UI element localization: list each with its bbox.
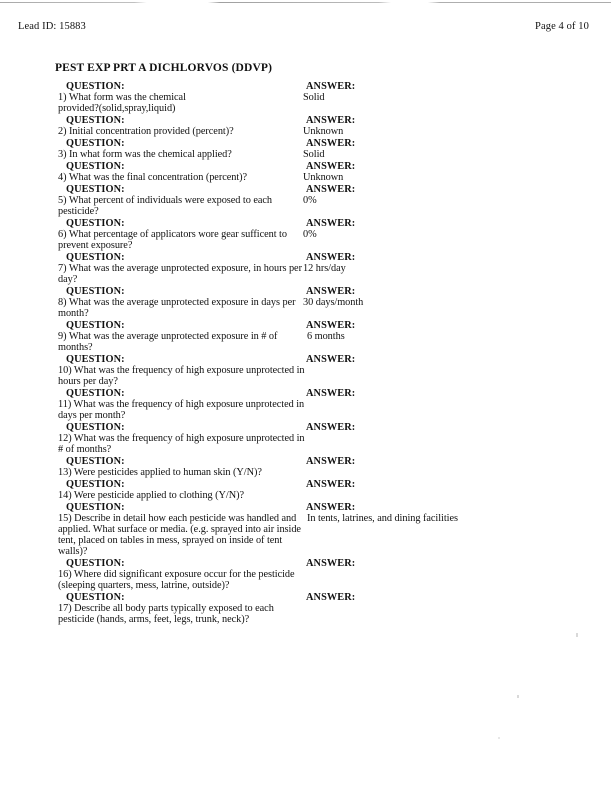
lead-id-label: Lead ID: 15883 — [18, 21, 86, 32]
qa-text-row — [55, 297, 555, 319]
qa-block — [55, 115, 555, 137]
scan-speck — [517, 695, 519, 698]
answer-text-line: Solid — [303, 92, 325, 103]
qa-block — [55, 422, 555, 455]
question-text-line: month? — [58, 308, 89, 319]
question-text-line: hours per day? — [58, 376, 118, 387]
question-text-line: 11) What was the frequency of high exposure unprotected in — [58, 399, 305, 410]
answer-label: ANSWER: — [306, 354, 356, 365]
answer-label: ANSWER: — [306, 502, 356, 513]
question-text — [58, 263, 306, 285]
answer-label: ANSWER: — [306, 138, 356, 149]
qa-text-row — [55, 229, 555, 251]
question-text-line: days per month? — [58, 410, 126, 421]
question-text-line: 14) Were pesticide applied to clothing (Y/N)? — [58, 490, 245, 501]
answer-text-line: 12 hrs/day — [303, 263, 346, 274]
question-text-line: months? — [58, 342, 93, 353]
qa-text-row — [55, 263, 555, 285]
qa-label-row — [55, 388, 555, 399]
question-text-line: 3) In what form was the chemical applied? — [58, 149, 232, 160]
question-text — [58, 331, 306, 353]
scan-speck — [576, 633, 578, 637]
question-label: QUESTION: — [66, 592, 125, 603]
question-label: QUESTION: — [66, 81, 125, 92]
answer-label: ANSWER: — [306, 218, 356, 229]
qa-block — [55, 218, 555, 251]
question-text — [58, 490, 306, 501]
qa-label-row — [55, 479, 555, 490]
answer-text-line: In tents, latrines, and dining facilities — [307, 513, 458, 524]
qa-label-row — [55, 138, 555, 149]
question-label: QUESTION: — [66, 388, 125, 399]
question-label: QUESTION: — [66, 286, 125, 297]
question-text — [58, 126, 306, 137]
answer-text — [307, 513, 557, 524]
answer-text — [303, 297, 553, 308]
qa-block — [55, 320, 555, 353]
question-text-line: 7) What was the average unprotected exposure, in hours per — [58, 263, 302, 274]
question-label: QUESTION: — [66, 502, 125, 513]
qa-text-row — [55, 433, 555, 455]
answer-text-line: Solid — [303, 149, 325, 160]
question-text-line: 1) What form was the chemical — [58, 92, 186, 103]
answer-label: ANSWER: — [306, 388, 356, 399]
qa-block — [55, 138, 555, 160]
question-label: QUESTION: — [66, 138, 125, 149]
question-label: QUESTION: — [66, 252, 125, 263]
qa-label-row — [55, 320, 555, 331]
qa-text-row — [55, 149, 555, 160]
question-text-line: pesticide (hands, arms, feet, legs, trunk, neck)? — [58, 614, 250, 625]
question-text-line: tent, placed on tables in mess, sprayed on inside of tent — [58, 535, 283, 546]
question-text-line: 12) What was the frequency of high exposure unprotected in — [58, 433, 305, 444]
question-text — [58, 229, 306, 251]
qa-text-row — [55, 126, 555, 137]
question-label: QUESTION: — [66, 456, 125, 467]
question-text — [58, 92, 306, 114]
question-text-line: 15) Describe in detail how each pesticide was handled and — [58, 513, 297, 524]
qa-label-row — [55, 218, 555, 229]
question-label: QUESTION: — [66, 354, 125, 365]
question-text-line: 17) Describe all body parts typically exposed to each — [58, 603, 274, 614]
question-text-line: 4) What was the final concentration (percent)? — [58, 172, 248, 183]
qa-block — [55, 502, 555, 557]
qa-block — [55, 252, 555, 285]
qa-label-row — [55, 252, 555, 263]
qa-text-row — [55, 172, 555, 183]
page-header — [0, 21, 611, 35]
qa-block — [55, 184, 555, 217]
answer-text-line: 6 months — [307, 331, 345, 342]
qa-block — [55, 354, 555, 387]
question-text — [58, 297, 306, 319]
qa-label-row — [55, 456, 555, 467]
qa-text-row — [55, 195, 555, 217]
answer-label: ANSWER: — [306, 479, 356, 490]
question-text-line: # of months? — [58, 444, 112, 455]
answer-label: ANSWER: — [306, 558, 356, 569]
qa-block — [55, 592, 555, 625]
question-text-line: applied. What surface or media. (e.g. sprayed into air inside — [58, 524, 301, 535]
answer-label: ANSWER: — [306, 286, 356, 297]
document-body — [55, 62, 555, 626]
answer-text-line: Unknown — [303, 126, 344, 137]
answer-text — [303, 172, 553, 183]
answer-label: ANSWER: — [306, 592, 356, 603]
question-text-line: 10) What was the frequency of high exposure unprotected in — [58, 365, 305, 376]
question-label: QUESTION: — [66, 320, 125, 331]
question-text-line: 2) Initial concentration provided (percent)? — [58, 126, 234, 137]
qa-block — [55, 456, 555, 478]
question-text-line: walls)? — [58, 546, 88, 557]
qa-label-row — [55, 286, 555, 297]
qa-list — [55, 81, 555, 625]
answer-text-line: 0% — [303, 229, 317, 240]
answer-text — [303, 149, 553, 160]
qa-text-row — [55, 399, 555, 421]
qa-text-row — [55, 331, 555, 353]
answer-text — [307, 331, 557, 342]
answer-text — [303, 195, 553, 206]
answer-label: ANSWER: — [306, 81, 356, 92]
answer-text — [303, 229, 553, 240]
question-text-line: 13) Were pesticides applied to human skin (Y/N)? — [58, 467, 262, 478]
answer-text-line: 30 days/month — [303, 297, 364, 308]
qa-block — [55, 388, 555, 421]
question-text — [58, 433, 306, 455]
question-text-line: pesticide? — [58, 206, 99, 217]
qa-block — [55, 558, 555, 591]
answer-text-line: Unknown — [303, 172, 344, 183]
answer-label: ANSWER: — [306, 161, 356, 172]
question-text-line: 9) What was the average unprotected exposure in # of — [58, 331, 278, 342]
answer-label: ANSWER: — [306, 252, 356, 263]
answer-label: ANSWER: — [306, 456, 356, 467]
qa-text-row — [55, 365, 555, 387]
question-label: QUESTION: — [66, 422, 125, 433]
qa-block — [55, 161, 555, 183]
page-title: PEST EXP PRT A DICHLORVOS (DDVP) — [55, 62, 273, 74]
question-text — [58, 172, 306, 183]
answer-text — [303, 263, 553, 274]
question-text-line: day? — [58, 274, 78, 285]
qa-label-row — [55, 81, 555, 92]
answer-label: ANSWER: — [306, 184, 356, 195]
scan-edge-artifact — [0, 2, 611, 3]
qa-text-row — [55, 490, 555, 501]
question-text-line: prevent exposure? — [58, 240, 133, 251]
qa-label-row — [55, 592, 555, 603]
question-label: QUESTION: — [66, 479, 125, 490]
qa-label-row — [55, 558, 555, 569]
answer-label: ANSWER: — [306, 422, 356, 433]
question-label: QUESTION: — [66, 218, 125, 229]
question-text-line: (sleeping quarters, mess, latrine, outside)? — [58, 580, 230, 591]
page-number-label: Page 4 of 10 — [535, 21, 589, 32]
qa-label-row — [55, 115, 555, 126]
question-text — [58, 513, 306, 557]
question-text — [58, 195, 306, 217]
question-label: QUESTION: — [66, 184, 125, 195]
qa-text-row — [55, 92, 555, 114]
qa-label-row — [55, 161, 555, 172]
question-text — [58, 399, 306, 421]
qa-label-row — [55, 502, 555, 513]
question-text-line: 6) What percentage of applicators wore gear sufficent to — [58, 229, 287, 240]
question-text — [58, 149, 306, 160]
question-text-line: provided?(solid,spray,liquid) — [58, 103, 176, 114]
qa-block — [55, 286, 555, 319]
question-text-line: 5) What percent of individuals were exposed to each — [58, 195, 272, 206]
question-text — [58, 467, 306, 478]
qa-text-row — [55, 513, 555, 557]
qa-block — [55, 81, 555, 114]
qa-label-row — [55, 422, 555, 433]
answer-label: ANSWER: — [306, 320, 356, 331]
qa-text-row — [55, 569, 555, 591]
scan-speck — [498, 737, 500, 739]
answer-text — [303, 126, 553, 137]
question-label: QUESTION: — [66, 161, 125, 172]
qa-label-row — [55, 184, 555, 195]
qa-text-row — [55, 467, 555, 478]
question-text — [58, 569, 306, 591]
qa-label-row — [55, 354, 555, 365]
qa-text-row — [55, 603, 555, 625]
question-text — [58, 603, 306, 625]
answer-text-line: 0% — [303, 195, 317, 206]
question-label: QUESTION: — [66, 115, 125, 126]
answer-text — [303, 92, 553, 103]
question-text — [58, 365, 306, 387]
question-label: QUESTION: — [66, 558, 125, 569]
question-text-line: 8) What was the average unprotected exposure in days per — [58, 297, 296, 308]
question-text-line: 16) Where did significant exposure occur for the pesticide — [58, 569, 295, 580]
answer-label: ANSWER: — [306, 115, 356, 126]
qa-block — [55, 479, 555, 501]
